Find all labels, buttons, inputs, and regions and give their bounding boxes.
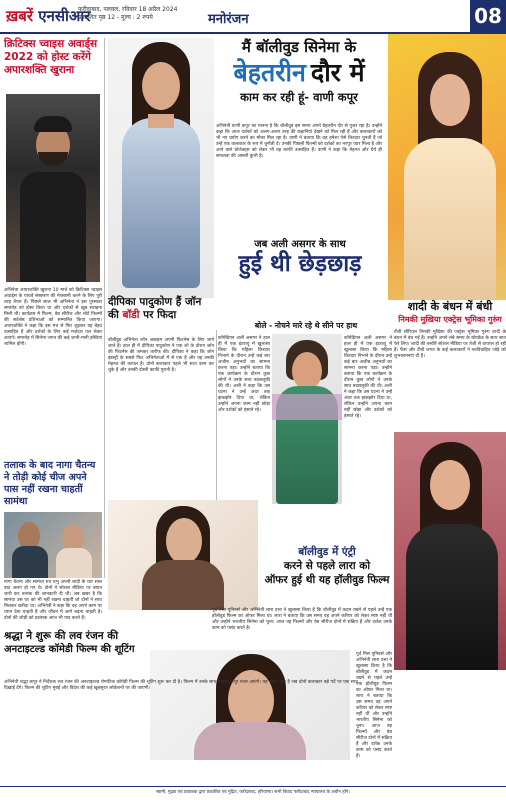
story-headline: दीपिका पादुकोण हैं जॉन की बॉडी पर फिदा <box>108 296 202 321</box>
story-aparshakti <box>4 38 102 458</box>
story-headline-a: बॉलीवुड में एंट्री <box>298 546 356 558</box>
story-subhead: बोले - नोचने मारे रहे थे सीने पर हाथ <box>254 321 358 330</box>
ali-asgar-photo <box>272 334 342 504</box>
lara-dutta-photo <box>108 500 258 610</box>
story-samantha <box>4 460 102 630</box>
story-headline: तलाक के बाद नागा चैतन्य ने तोड़ी कोई चीज अपने पास नहीं रखना चाहतीं सामंथा <box>4 460 96 507</box>
story-shraddha-body: अभिनेत्री श्रद्धा कपूर ने निर्देशक लव रंजन की अनटाइटल्ड रोमांटिक कॉमेडी फिल्म की शूटिंग शुरू कर दी है। फिल्म में उनके साथ रणबीर कपूर नजर आएंगे। यह पहली बार है जब दोनों कलाकार बड़े पर्दे पर एक साथ दिखाई देंगे। फिल्म की शूटिंग मुंबई और विदेश की कई खूबसूरत लोकेशनों पर की जाएगी। <box>4 680 358 691</box>
story-lara-body-2: पूर्व मिस यूनिवर्स और अभिनेत्री लारा दत्ता ने खुलासा किया है कि बॉलीवुड में कदम रखने से पहले उन्हें एक हॉलीवुड फिल्म का ऑफर मिला था। लारा ने बताया कि उस समय वह अपने करियर को लेकर स्पष्ट नहीं थीं और उन्होंने भारतीय सिनेमा को चुना। आज वह फिल्मों और वेब सीरीज दोनों में सक्रिय हैं और दर्शक उनके काम को पसंद करते हैं। <box>356 652 392 759</box>
newspaper-logo: ख़बरें एनसीआर <box>6 7 91 25</box>
story-ali-subhead-bar <box>218 320 394 334</box>
story-headline: दौर में <box>310 58 365 87</box>
naga-samantha-photo <box>4 512 102 578</box>
actress-portrait-photo <box>388 34 506 300</box>
page-number: 08 <box>470 0 506 32</box>
story-bhumika <box>394 300 506 430</box>
story-headline-b: करने से पहले लारा को <box>283 560 371 572</box>
story-body: नागा चैतन्य और सामंथा रुथ प्रभु अपनी शादी के चार साल बाद अलग हो गए थे। दोनों ने सोशल मीडिया पर बयान जारी कर तलाक की जानकारी दी थी। अब खबर है कि सामंथा उस घर को भी नहीं रखना चाहतीं जो दोनों ने साथ मिलकर खरीदा था। अभिनेत्री ने कहा कि वह अपने काम पर ध्यान देना चाहती हैं और जीवन में आगे बढ़ना चाहती हैं। दोनों की जोड़ी को प्रशंसक आज भी याद करते हैं। <box>4 580 102 621</box>
section-title: मनोरंजन <box>208 12 249 27</box>
aparshakti-photo <box>6 94 100 282</box>
story-headline-red: बेहतरीन <box>233 58 306 87</box>
story-deepika <box>108 296 214 500</box>
story-headline-red: बॉडी <box>122 309 140 321</box>
story-headline-b: अनटाइटल्ड कॉमेडी फिल्म की शूटिंग <box>4 644 135 655</box>
story-headline: हुई थी छेड़छाड़ <box>238 251 362 277</box>
story-headline: क्रिटिक्स च्वाइस अवार्ड्स 2022 को होस्ट करेंगे अपारशक्ति खुराना <box>4 38 98 76</box>
vaani-kapoor-photo <box>108 38 214 298</box>
story-ali-asgar-heading <box>214 238 386 318</box>
masthead <box>0 0 506 34</box>
story-lara-heading <box>260 546 394 606</box>
story-subhead: काम कर रही हूं- वाणी कपूर <box>240 90 358 104</box>
story-lara-body: पूर्व मिस यूनिवर्स और अभिनेत्री लारा दत्ता ने खुलासा किया है कि बॉलीवुड में कदम रखने से पहले उन्हें एक हॉलीवुड फिल्म का ऑफर मिला था। लारा ने बताया कि उस समय वह अपने करियर को लेकर स्पष्ट नहीं थीं और उन्होंने भारतीय सिनेमा को चुना। आज वह फिल्मों और वेब सीरीज दोनों में सक्रिय हैं और दर्शक उनके काम को पसंद करते हैं। <box>212 608 392 631</box>
story-subhead: निमकी मुखिया एक्ट्रेस भूमिका गुरुंग <box>398 315 502 324</box>
story-body: अभिनेता अपारशक्ति खुराना 10 मार्च को क्रिटिक्स च्वाइस अवार्ड्स के पांचवें संस्करण की मेजबानी करने के लिए पूरी तरह तैयार हैं। पिछले साल भी अभिनेता ने इस पुरस्कार समारोह को होस्ट किया था और दर्शकों से खूब सराहना मिली थी। कार्यक्रम में फिल्म, वेब सीरीज और शॉर्ट फिल्मों की सर्वश्रेष्ठ प्रतिभाओं को सम्मानित किया जाएगा। अपारशक्ति ने कहा कि इस मंच से फिर जुड़कर वह बेहद उत्साहित हैं और दर्शकों के लिए कई मजेदार पल लेकर आएंगे। समारोह में सिनेमा जगत की कई जानी-मानी हस्तियां शामिल होंगी। <box>4 288 102 347</box>
story-lead: जब अली असगर के साथ <box>254 239 346 250</box>
imprint-footer: स्वामी, मुद्रक एवं प्रकाशक द्वारा प्रकाशित एवं मुद्रित, फरीदाबाद, हरियाणा। सभी विवाद फरीदाबाद न्यायालय के अधीन होंगे। <box>0 786 506 800</box>
story-headline-c: ऑफर हुई थी यह हॉलीवुड फिल्म <box>264 574 390 586</box>
story-headline-a: श्रद्धा ने शुरू की लव रंजन की <box>4 630 119 642</box>
edition-info: फरीदाबाद, पलवल, रविवार 18 अप्रैल 2024 प्रकाशित पृष्ठ 12 - मूल्य : 2 रुपये <box>78 6 178 21</box>
bhumika-photo <box>394 432 506 670</box>
story-shraddha-heading <box>4 630 152 678</box>
story-ali-body-2: कॉमेडियन अली असगर ने हाल ही में एक इंटरव्यू में खुलासा किया कि महिला किरदार निभाने के दौरान उन्हें कई बार अजीब अनुभवों का सामना करना पड़ा। उन्होंने बताया कि एक कार्यक्रम के दौरान कुछ लोगों ने उनके साथ बदसलूकी की थी। अली ने कहा कि उस घटना ने उन्हें अंदर तक झकझोर दिया था, लेकिन उन्होंने अपना काम नहीं छोड़ा और दर्शकों को हंसाते रहे। <box>344 336 392 419</box>
story-body: बॉलीवुड अभिनेता जॉन अब्राहम अपनी फिटनेस के लिए जाने जाते हैं। हाल ही में दीपिका पादुकोण ने एक शो के दौरान जॉन की फिटनेस की जमकर तारीफ की। दीपिका ने कहा कि जॉन इंडस्ट्री के सबसे फिट अभिनेताओं में से एक हैं और वह उनकी मेहनत की कायल हैं। दोनों कलाकार पहले भी साथ काम कर चुके हैं और उनकी दोस्ती काफी पुरानी है। <box>108 338 214 373</box>
story-body: अभिनेत्री वाणी कपूर का मानना है कि बॉलीवुड इस समय अपने बेहतरीन दौर से गुजर रहा है। उन्होंने कहा कि आज दर्शकों को अलग-अलग तरह की कहानियां देखने को मिल रही हैं और कलाकारों को भी नए प्रयोग करने का मौका मिल रहा है। वाणी ने बताया कि वह हमेशा ऐसे किरदार चुनती हैं जो उन्हें एक कलाकार के रूप में चुनौती दें। उनकी पिछली फिल्मों को दर्शकों का भरपूर प्यार मिला है और आने वाले प्रोजेक्ट्स को लेकर भी वह काफी उत्साहित हैं। वाणी ने कहा कि मेहनत और धैर्य ही सफलता की असली कुंजी है। <box>216 124 382 159</box>
story-body: टीवी सीरियल निमकी मुखिया की एक्ट्रेस भूमिका गुरुंग शादी के बंधन में बंध गई हैं। उन्होंने अपने लंबे समय के बॉयफ्रेंड के साथ सात फेरे लिए। शादी की तस्वीरें सोशल मीडिया पर तेजी से वायरल हो रही हैं। फैंस और टीवी जगत के कई कलाकारों ने नवविवाहित जोड़े को शुभकामनाएं दी हैं। <box>394 330 506 359</box>
story-ali-body: कॉमेडियन अली असगर ने हाल ही में एक इंटरव्यू में खुलासा किया कि महिला किरदार निभाने के दौरान उन्हें कई बार अजीब अनुभवों का सामना करना पड़ा। उन्होंने बताया कि एक कार्यक्रम के दौरान कुछ लोगों ने उनके साथ बदसलूकी की थी। अली ने कहा कि उस घटना ने उन्हें अंदर तक झकझोर दिया था, लेकिन उन्होंने अपना काम नहीं छोड़ा और दर्शकों को हंसाते रहे। <box>218 336 270 413</box>
story-kicker: मैं बॉलीवुड सिनेमा के <box>241 38 357 56</box>
story-headline: शादी के बंधन में बंधी <box>407 300 493 313</box>
